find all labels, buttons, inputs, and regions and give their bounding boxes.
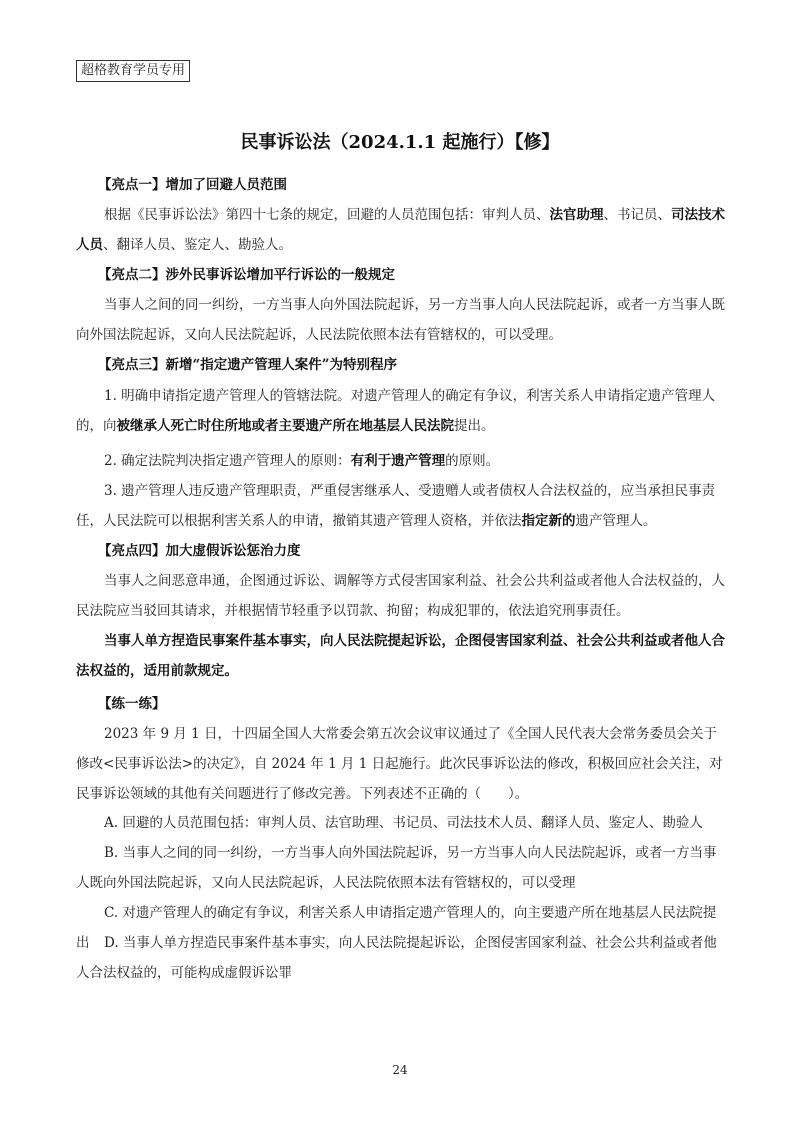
option-b: B. 当事人之间的同一纠纷，一方当事人向外国法院起诉，另一方当事人向人民法院起诉，或者一方当事人既向外国法院起诉，又向人民法院起诉，人民法院依照本法有管辖权的，可以受理 bbox=[76, 845, 717, 891]
highlight-3-item-2: 2. 确定法院判决指定遗产管理人的原则：有利于遗产管理的原则。 bbox=[104, 453, 500, 469]
highlight-4-text-1: 当事人之间恶意串通，企图通过诉讼、调解等方式侵害国家利益、社会公共利益或者他人合法权益的，人民法院应当驳回其请求，并根据情节轻重予以罚款、拘留；构成犯罪的，依法追究刑事责任。 bbox=[76, 573, 725, 619]
highlight-1-text: 根据《民事诉讼法》第四十七条的规定，回避的人员范围包括：审判人员、法官助理、书记员、司法技术人员、翻译人员、鉴定人、勘验人。 bbox=[76, 207, 725, 253]
highlight-4-text-2: 当事人单方捏造民事案件基本事实，向人民法院提起诉讼，企图侵害国家利益、社会公共利益或者他人合法权益的，适用前款规定。 bbox=[76, 633, 725, 679]
option-a: A. 回避的人员范围包括：审判人员、法官助理、书记员、司法技术人员、翻译人员、鉴定人、勘验人 bbox=[104, 815, 703, 831]
usage-stamp: 超格教育学员专用 bbox=[76, 60, 190, 82]
page-title: 民事诉讼法（2024.1.1 起施行）【修】 bbox=[240, 132, 560, 153]
question-stem: 2023 年 9 月 1 日，十四届全国人大常委会第五次会议审议通过了《全国人民代表大会常务委员会关于修改<民事诉讼法>的决定》，自 2024 年 1 月 1 日起施行。此次民事诉讼法的修改，积极回应社会关注，对民事诉讼领域的其他有关问题进行了修改完善。下列表述不正确的（ ）。 bbox=[76, 726, 723, 802]
practice-heading: 【练一练】 bbox=[98, 696, 166, 712]
highlight-1-heading: 【亮点一】增加了回避人员范围 bbox=[98, 177, 287, 193]
highlight-2-text: 当事人之间的同一纠纷，一方当事人向外国法院起诉，另一方当事人向人民法院起诉，或者一方当事人既向外国法院起诉，又向人民法院起诉，人民法院依照本法有管辖权的，可以受理。 bbox=[76, 297, 725, 343]
highlight-2-heading: 【亮点二】涉外民事诉讼增加平行诉讼的一般规定 bbox=[98, 267, 395, 283]
option-d: D. 当事人单方捏造民事案件基本事实，向人民法院提起诉讼，企图侵害国家利益、社会公共利益或者他人合法权益的，可能构成虚假诉讼罪 bbox=[76, 935, 717, 981]
highlight-3-item-1: 1. 明确申请指定遗产管理人的管辖法院。对遗产管理人的确定有争议，利害关系人申请指定遗产管理人的，向被继承人死亡时住所地或者主要遗产所在地基层人民法院提出。 bbox=[76, 388, 716, 434]
option-c: C. 对遗产管理人的确定有争议，利害关系人申请指定遗产管理人的，向主要遗产所在地基层人民法院提出 bbox=[76, 905, 717, 951]
highlight-3-heading: 【亮点三】新增“指定遗产管理人案件”为特别程序 bbox=[98, 357, 398, 373]
highlight-3-item-3: 3. 遗产管理人违反遗产管理职责，严重侵害继承人、受遗赠人或者债权人合法权益的，应当承担民事责任，人民法院可以根据利害关系人的申请，撤销其遗产管理人资格，并依法指定新的遗产管理人。 bbox=[76, 483, 716, 529]
highlight-4-heading: 【亮点四】加大虚假诉讼惩治力度 bbox=[98, 543, 301, 559]
page-number: 24 bbox=[392, 1063, 408, 1077]
